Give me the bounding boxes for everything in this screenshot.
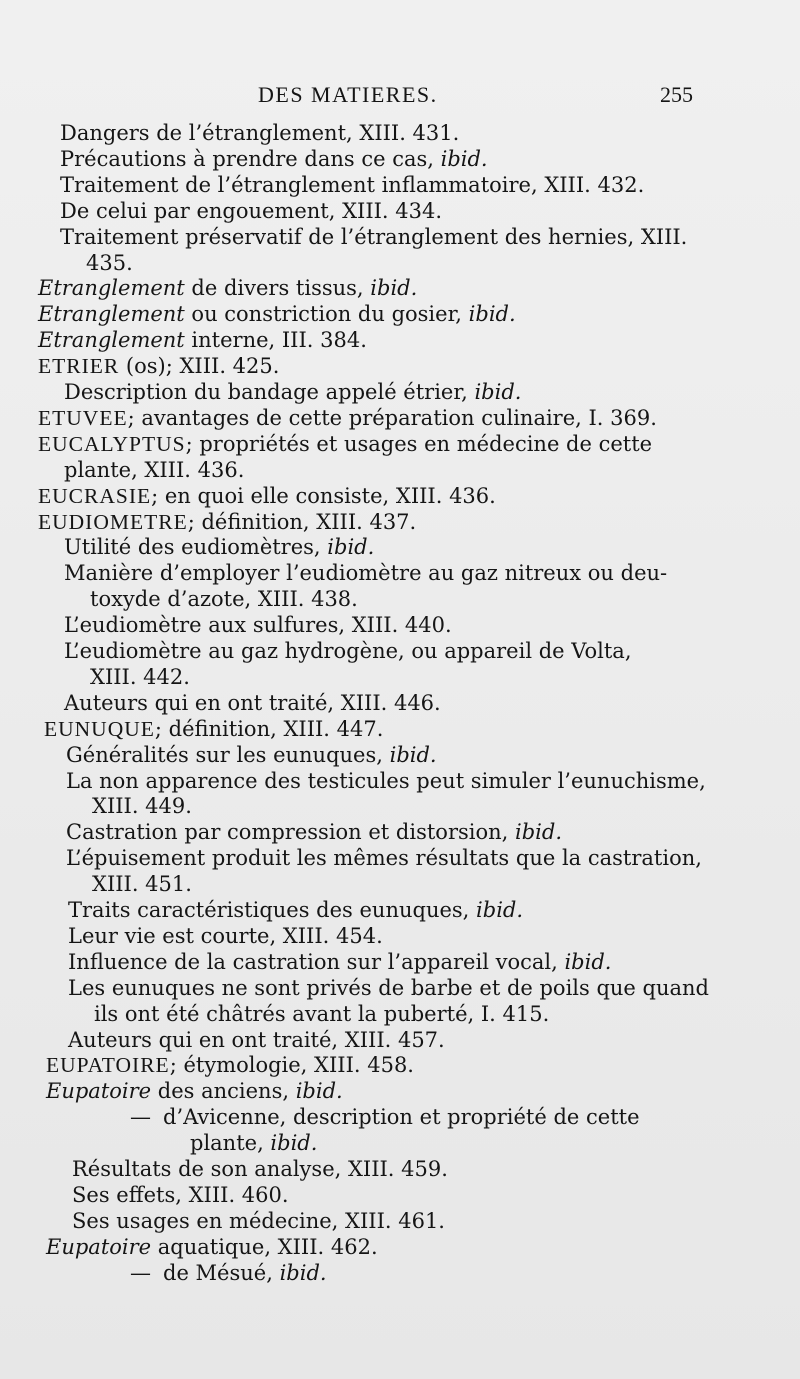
italic-term: ibid. [564,949,612,974]
index-line [38,354,279,378]
entry-text: Description du bandage appelé étrier, [64,380,475,404]
entry-text: de Mésué, [163,1260,280,1285]
entry-text: Les eunuques ne sont privés de barbe et de poils que quand [68,975,709,1000]
index-line [46,1235,378,1259]
italic-term: ibid. [327,535,375,560]
italic-term: ibid. [515,820,562,845]
italic-term: ibid. [295,1079,343,1104]
index-line [64,691,441,715]
index-line [68,924,383,948]
index-line [60,173,644,197]
entry-text: Dangers de l’étranglement, XIII. 431. [60,121,460,145]
entry-heading: ETRIER [38,354,120,379]
index-line [64,535,374,559]
entry-text: Traitement préservatif de l’étranglement des hernies, XIII. [60,224,688,249]
entry-text: L’eudiomètre aux sulfures, XIII. 440. [64,613,452,638]
index-line [68,950,611,974]
index-line [38,406,657,430]
entry-text: L’eudiomètre au gaz hydrogène, ou appareil de Volta, [64,639,632,663]
index-line [46,1053,414,1077]
entry-text: 435. [86,250,133,275]
entry-text: Manière d’employer l’eudiomètre au gaz nitreux ou deu- [64,561,668,586]
entry-text: XIII. 442. [90,664,190,689]
index-line [92,794,192,818]
ditto-dash: — [130,1260,151,1285]
index-line [68,898,523,922]
entry-heading: EUNUQUE [44,716,155,741]
entry-text: plante, [190,1131,271,1156]
entry-text: Leur vie est courte, XIII. 454. [68,923,383,948]
italic-term: Etranglement [38,276,185,301]
italic-term: ibid. [440,146,488,171]
entry-text: XIII. 449. [92,794,192,819]
index-line [38,484,496,508]
entry-text: ou constriction du gosier, [184,302,469,327]
entry-heading: EUCALYPTUS [38,431,186,456]
index-line [64,458,244,482]
index-line [46,1079,343,1103]
index-line [60,199,442,223]
index-line [90,587,358,611]
entry-text: Résultats de son analyse, XIII. 459. [72,1157,448,1181]
page-number: 255 [660,82,693,107]
index-line [38,432,652,456]
index-line [130,1261,327,1285]
index-line [60,225,687,249]
italic-term: Eupatoire [46,1079,152,1104]
italic-term: ibid. [389,742,437,767]
entry-text: toxyde d’azote, XIII. 438. [90,587,358,612]
index-line [38,328,367,352]
index-line [72,1209,445,1233]
entry-text: Généralités sur les eunuques, [66,742,390,767]
entry-heading: EUCRASIE [38,483,152,508]
entry-text: plante, XIII. 436. [64,457,245,482]
index-line [86,251,133,275]
index-line [68,976,709,1000]
entry-text: Influence de la castration sur l’appareil vocal, [68,949,565,974]
index-line [68,1028,445,1052]
entry-text: de divers tissus, [184,276,371,301]
index-line [64,613,452,637]
entry-text: des anciens, [151,1079,296,1104]
entry-text: Auteurs qui en ont traité, XIII. 457. [68,1027,445,1052]
entry-text: (os); XIII. 425. [119,354,280,379]
index-line [130,1105,640,1129]
entry-text: XIII. 451. [92,872,192,897]
entry-text: Utilité des eudiomètres, [64,535,328,560]
entry-text: d’Avicenne, description et propriété de cette [163,1105,640,1130]
entry-text: Précautions à prendre dans ce cas, [60,146,441,171]
entry-text: ; étymologie, XIII. 458. [169,1053,414,1078]
italic-term: ibid. [270,1131,318,1156]
entry-text: De celui par engouement, XIII. 434. [60,198,443,223]
index-line [72,1157,448,1181]
entry-text: interne, III. 384. [184,328,367,353]
italic-term: ibid. [279,1260,327,1285]
italic-term: Eupatoire [46,1234,152,1259]
italic-term: ibid. [370,276,418,301]
entry-text: ; définition, XIII. 437. [187,509,417,534]
page-header [0,82,800,116]
entry-heading: EUPATOIRE [46,1053,170,1078]
index-line [92,872,192,896]
index-line [64,380,521,404]
index-line [66,846,702,870]
entry-text: Ses effets, XIII. 460. [72,1182,289,1207]
entry-text: Auteurs qui en ont traité, XIII. 446. [64,690,441,715]
italic-term: ibid. [474,380,522,404]
index-line [94,1002,549,1026]
entry-text: ; en quoi elle consiste, XIII. 436. [151,483,496,508]
italic-term: Etranglement [38,302,185,327]
entry-text: Castration par compression et distorsion, [66,820,515,845]
italic-term: ibid. [476,898,524,922]
index-line [60,147,488,171]
index-line [44,717,383,741]
ditto-dash: — [130,1105,151,1130]
entry-text: La non apparence des testicules peut simuler l’eunuchisme, [66,768,706,793]
entry-text: ils ont été châtrés avant la puberté, I. 415. [94,1001,550,1026]
index-line [60,121,459,145]
index-line [66,743,437,767]
index-line [38,302,516,326]
entry-text: ; définition, XIII. 447. [154,716,384,741]
italic-term: Etranglement [38,328,185,353]
entry-text: aquatique, XIII. 462. [151,1234,378,1259]
index-line [38,276,417,300]
entry-text: ; propriétés et usages en médecine de cette [185,431,653,456]
index-line [72,1183,289,1207]
index-line [38,510,416,534]
entry-text: Traitement de l’étranglement inflammatoire, XIII. 432. [60,172,645,197]
italic-term: ibid. [468,302,516,327]
index-line [66,769,706,793]
index-line [190,1131,317,1155]
index-line [66,820,562,844]
running-title: DES MATIERES. [258,82,438,107]
entry-heading: EUDIOMETRE [38,509,188,534]
entry-heading: ETUVEE [38,405,128,430]
entry-text: L’épuisement produit les mêmes résultats que la castration, [66,846,702,871]
index-line [64,639,632,663]
entry-text: ; avantages de cette préparation culinaire, I. 369. [127,405,657,430]
index-line [64,561,667,585]
index-line [90,665,190,689]
entry-text: Ses usages en médecine, XIII. 461. [72,1208,445,1233]
entry-text: Traits caractéristiques des eunuques, [68,898,477,922]
